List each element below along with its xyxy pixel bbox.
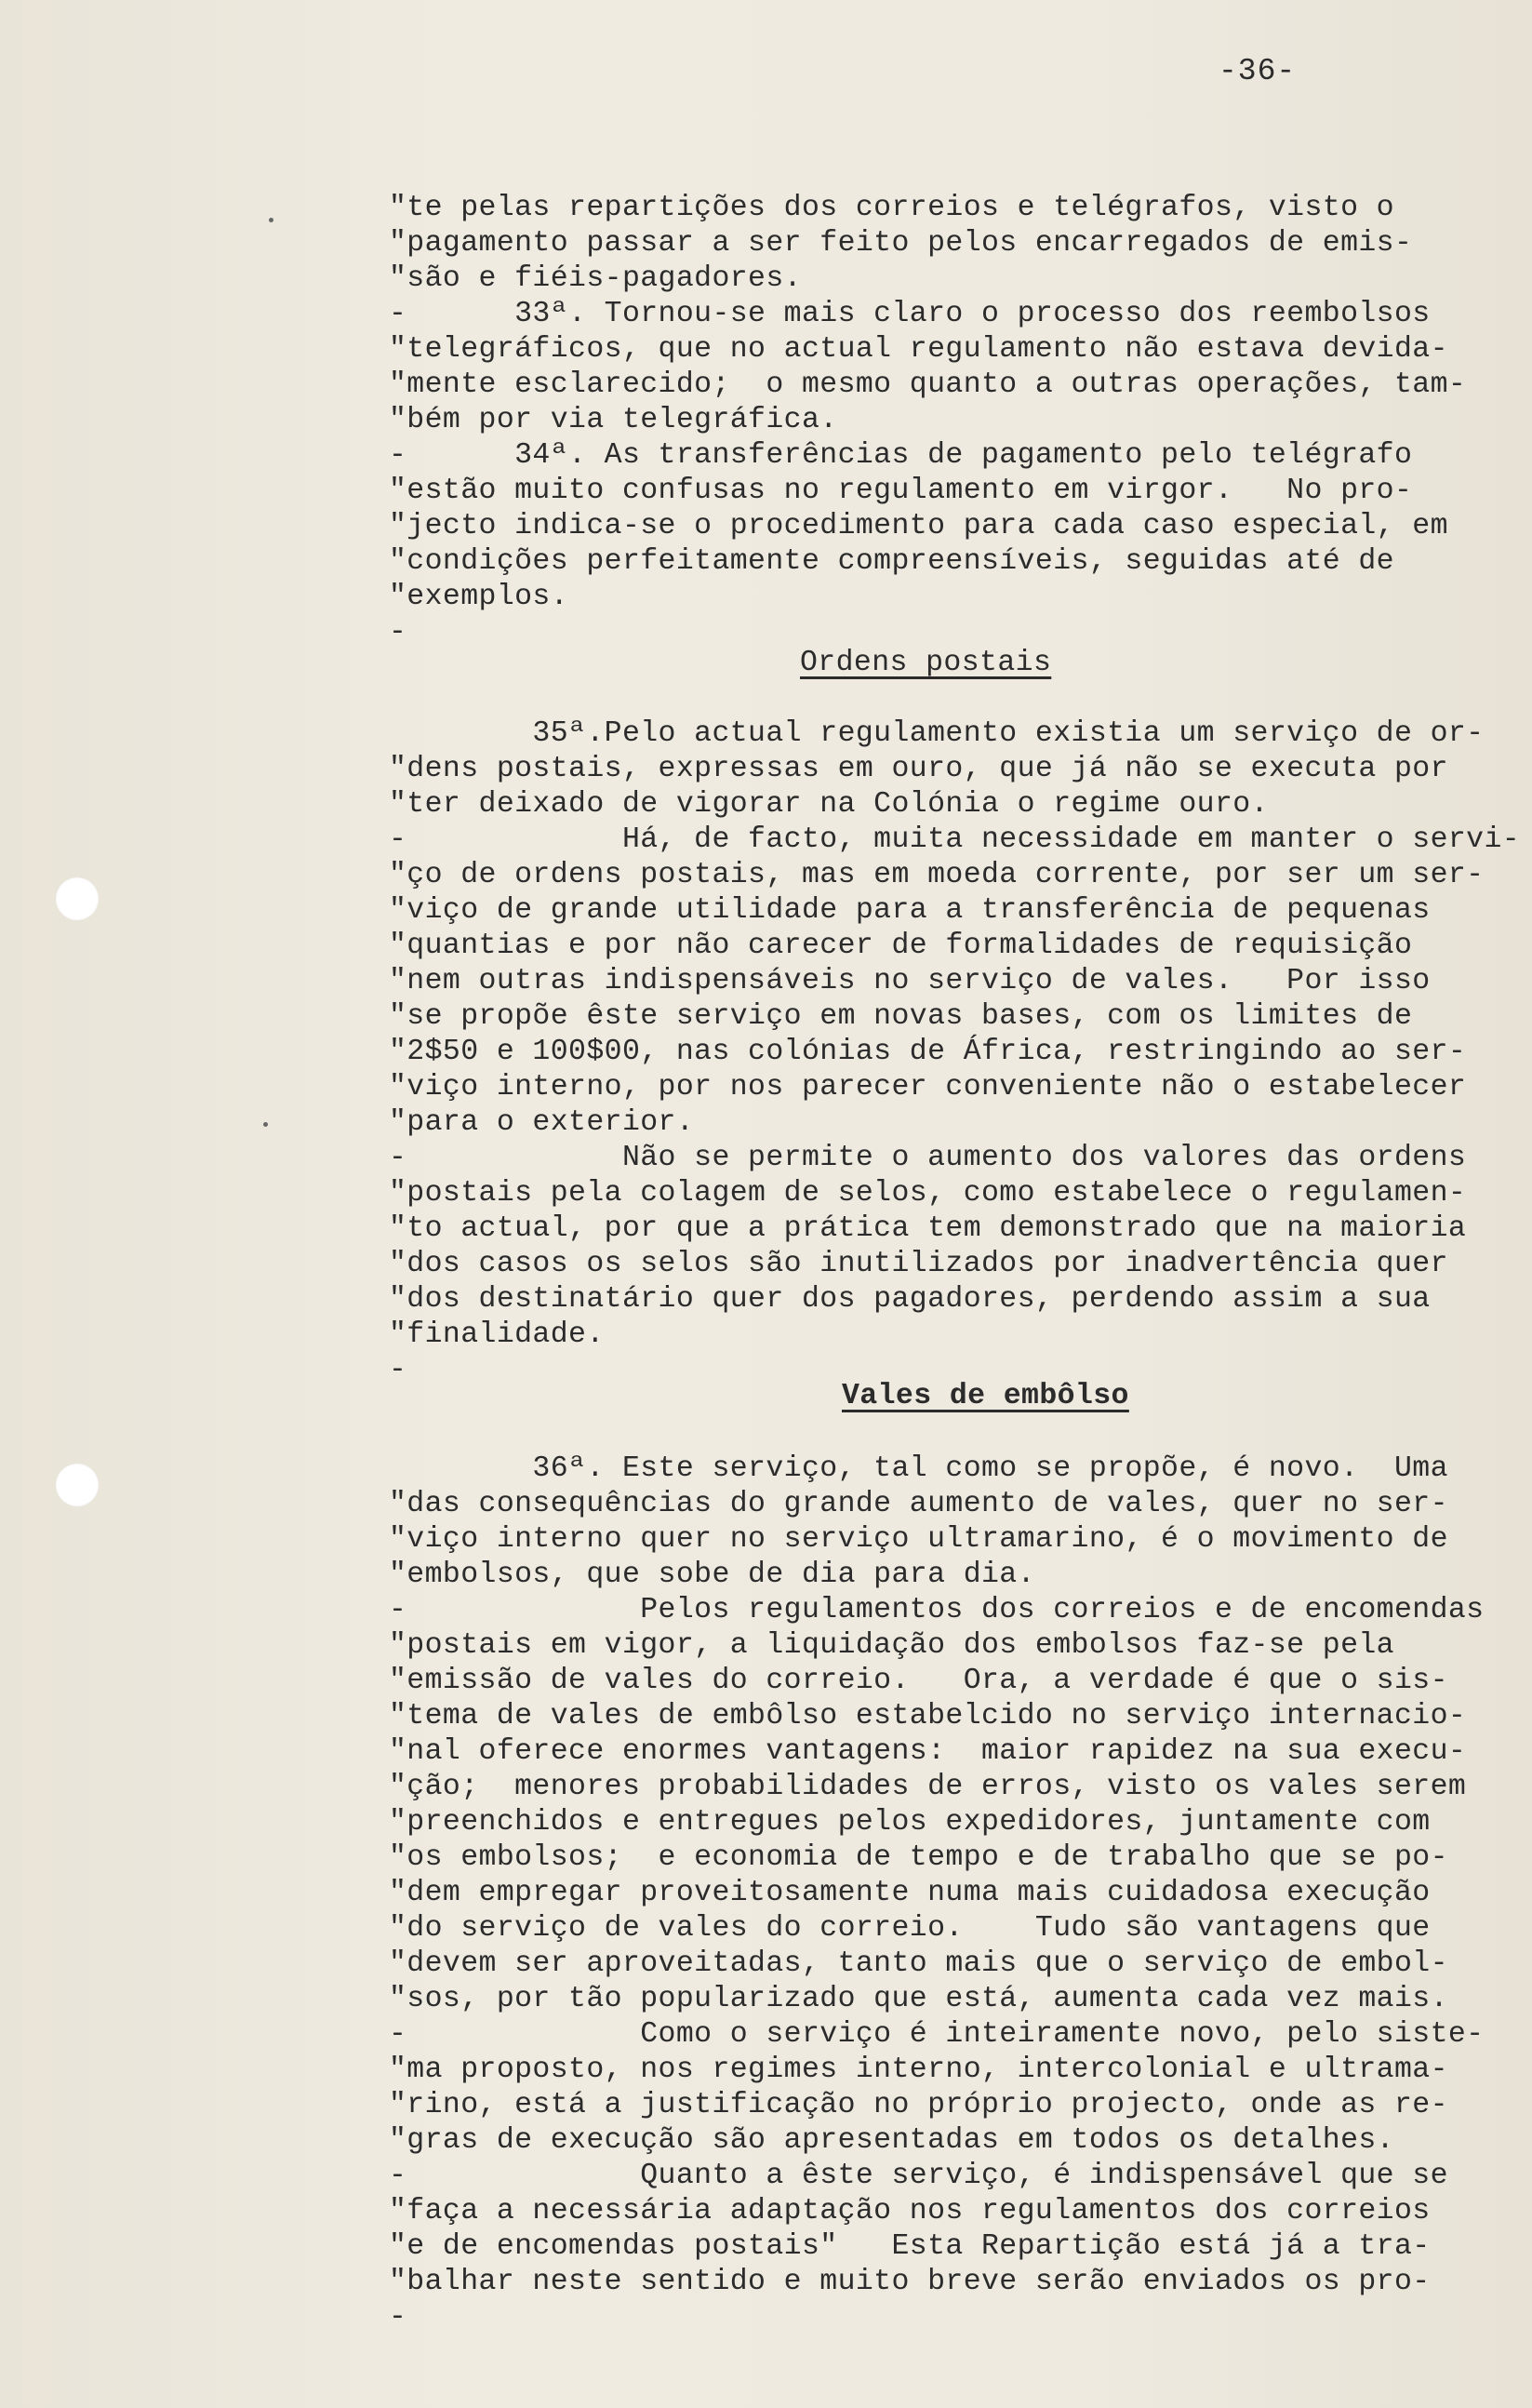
text-line: "sos, por tão popularizado que está, aumenta cada vez mais. (389, 1983, 1448, 2015)
text-line: "balhar neste sentido e muito breve serão enviados os pro- (389, 2266, 1431, 2298)
text-line: - Pelos regulamentos dos correios e de encomendas (389, 1594, 1485, 1626)
text-line: - (389, 2301, 407, 2334)
text-line: "quantias e por não carecer de formalidades de requisição (389, 930, 1413, 962)
text-line: "to actual, por que a prática tem demonstrado que na maioria (389, 1212, 1467, 1245)
page-number: -36- (1219, 54, 1297, 88)
text-line: "gras de execução são apresentadas em todos os detalhes. (389, 2124, 1394, 2157)
text-line: "condições perfeitamente compreensíveis, seguidas até de (389, 545, 1394, 578)
text-line: "ma proposto, nos regimes interno, intercolonial e ultrama- (389, 2053, 1448, 2086)
text-line: - Há, de facto, muita necessidade em manter o servi- (389, 823, 1521, 856)
text-line: "emissão de vales do correio. Ora, a verdade é que o sis- (389, 1665, 1448, 1697)
text-line: "2$50 e 100$00, nas colónias de África, restringindo ao ser- (389, 1036, 1467, 1068)
text-line: "faça a necessária adaptação nos regulamentos dos correios (389, 2195, 1431, 2227)
text-line: "pagamento passar a ser feito pelos encarregados de emis- (389, 227, 1413, 260)
text-line: "tema de vales de embôlso estabelcido no serviço internacio- (389, 1700, 1467, 1732)
text-line: "dos casos os selos são inutilizados por inadvertência quer (389, 1248, 1448, 1280)
text-line: "nem outras indispensáveis no serviço de vales. Por isso (389, 965, 1431, 997)
text-line: "embolsos, que sobe de dia para dia. (389, 1559, 1035, 1591)
text-line: "rino, está a justificação no próprio projecto, onde as re- (389, 2089, 1448, 2121)
text-line: "das consequências do grande aumento de vales, quer no ser- (389, 1488, 1448, 1520)
text-line: - Não se permite o aumento dos valores das ordens (389, 1142, 1467, 1174)
text-line: "telegráficos, que no actual regulamento não estava devida- (389, 333, 1448, 366)
text-line: - (389, 1354, 407, 1386)
margin-dot (269, 218, 273, 222)
text-line: "viço de grande utilidade para a transferência de pequenas (389, 894, 1431, 927)
text-line: "mente esclarecido; o mesmo quanto a outras operações, tam- (389, 368, 1467, 401)
text-line: "viço interno, por nos parecer conveniente não o estabelecer (389, 1071, 1467, 1104)
text-line: "preenchidos e entregues pelos expedidores, juntamente com (389, 1806, 1431, 1839)
text-line: - Como o serviço é inteiramente novo, pelo siste- (389, 2018, 1485, 2051)
text-line: "estão muito confusas no regulamento em virgor. No pro- (389, 475, 1413, 507)
text-line: - 33ª. Tornou-se mais claro o processo dos reembolsos (389, 298, 1431, 330)
punch-hole (56, 877, 99, 920)
text-line: "para o exterior. (389, 1106, 695, 1139)
text-line: "ço de ordens postais, mas em moeda corrente, por ser um ser- (389, 859, 1485, 891)
text-line: "nal oferece enormes vantagens: maior rapidez na sua execu- (389, 1735, 1467, 1768)
text-line: "ção; menores probabilidades de erros, visto os vales serem (389, 1771, 1467, 1803)
text-line: "viço interno quer no serviço ultramarino, é o movimento de (389, 1523, 1448, 1556)
text-line: 35ª.Pelo actual regulamento existia um serviço de or- (389, 717, 1485, 750)
text-line: "dos destinatário quer dos pagadores, perdendo assim a sua (389, 1283, 1431, 1316)
text-line: "são e fiéis-pagadores. (389, 262, 802, 295)
punch-hole (56, 1464, 99, 1506)
margin-dot (263, 1122, 268, 1127)
text-line: "dem empregar proveitosamente numa mais cuidadosa execução (389, 1877, 1431, 1909)
text-line: "se propõe êste serviço em novas bases, com os limites de (389, 1000, 1413, 1033)
text-line: - 34ª. As transferências de pagamento pelo telégrafo (389, 439, 1413, 472)
text-line: "jecto indica-se o procedimento para cada caso especial, em (389, 510, 1448, 542)
text-line: "devem ser aproveitadas, tanto mais que o serviço de embol- (389, 1947, 1448, 1980)
text-line: "postais em vigor, a liquidação dos embolsos faz-se pela (389, 1629, 1394, 1662)
text-line: "ter deixado de vigorar na Colónia o regime ouro. (389, 788, 1269, 821)
text-line: "bém por via telegráfica. (389, 404, 838, 436)
text-line: "exemplos. (389, 581, 569, 613)
text-line: "dens postais, expressas em ouro, que já não se executa por (389, 753, 1448, 785)
text-line: - Quanto a êste serviço, é indispensável que se (389, 2160, 1448, 2192)
section-heading: Ordens postais (800, 647, 1052, 679)
text-line: "finalidade. (389, 1318, 605, 1351)
text-line: "te pelas repartições dos correios e telégrafos, visto o (389, 192, 1394, 224)
text-line: "postais pela colagem de selos, como estabelece o regulamen- (389, 1177, 1467, 1210)
text-line: - (389, 616, 407, 649)
text-line: "do serviço de vales do correio. Tudo são vantagens que (389, 1912, 1431, 1945)
text-line: "os embolsos; e economia de tempo e de trabalho que se po- (389, 1841, 1448, 1874)
section-heading: Vales de embôlso (842, 1380, 1129, 1412)
text-line: 36ª. Este serviço, tal como se propõe, é novo. Uma (389, 1452, 1448, 1485)
text-line: "e de encomendas postais" Esta Repartição está já a tra- (389, 2230, 1431, 2263)
